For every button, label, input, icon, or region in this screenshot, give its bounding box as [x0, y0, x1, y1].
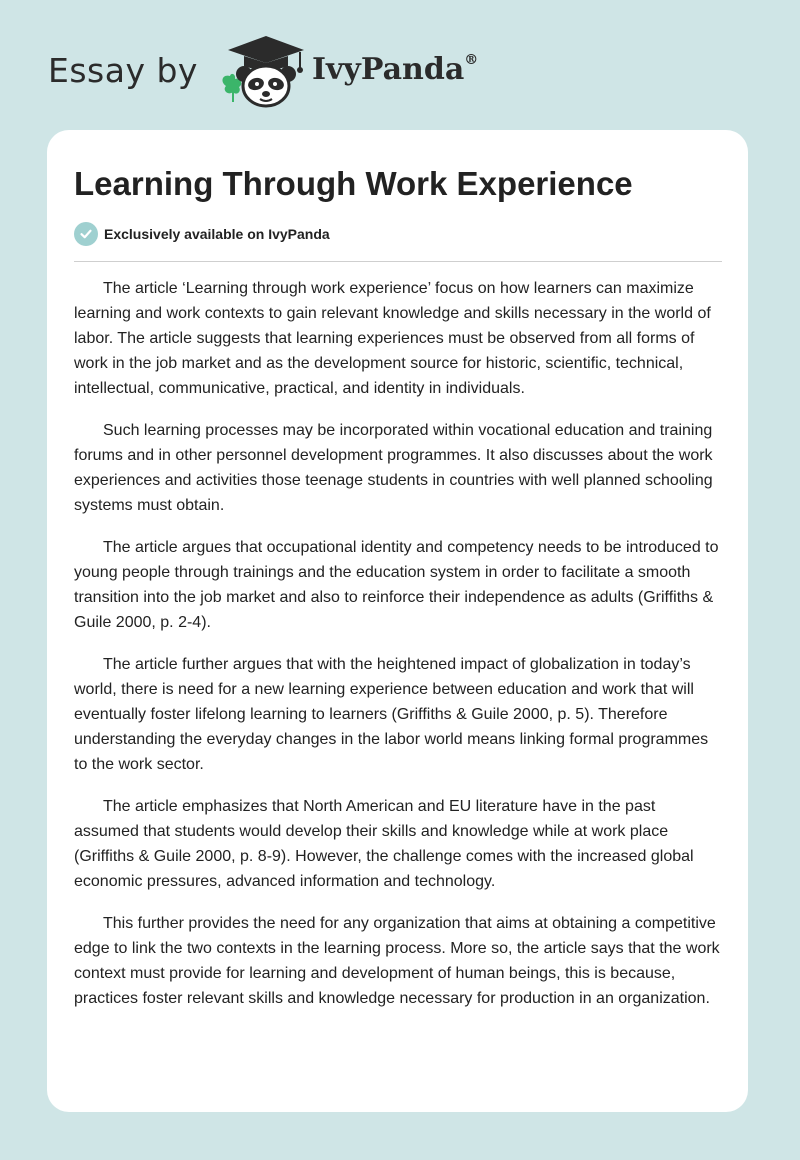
essay-body [74, 276, 724, 1028]
paragraph: Such learning processes may be incorporated within vocational education and training forums and in other personnel development programmes. It also discusses about the work experiences and activities those teenage students in countries with well planned schooling systems must obtain. [74, 422, 713, 514]
paragraph: The article ‘Learning through work experience’ focus on how learners can maximize learning and work contexts to gain relevant knowledge and skills necessary in the world of labor. The article suggests that learning experiences must be observed from all forms of work in the job market and as the development source for historic, scientific, technical, intellectual, communicative, practical, and identity in individuals. [74, 280, 711, 397]
paragraph: The article emphasizes that North American and EU literature have in the past assumed that students would develop their skills and knowledge while at work place (Griffiths & Guile 2000, p. 8-9). However, the challenge comes with the increased global economic pressures, advanced information and technology. [74, 798, 694, 890]
checkmark-icon [74, 222, 98, 246]
brand-name: IvyPanda® [311, 52, 479, 87]
exclusive-badge [74, 222, 330, 246]
site-brand[interactable] [48, 30, 478, 110]
paragraph: This further provides the need for any organization that aims at obtaining a competitive edge to link the two contexts in the learning process. More so, the article says that the work context must provide for learning and development of human beings, this is because, practices foster relevant skills and knowledge necessary for production in an organization. [74, 915, 720, 1007]
page-title: Learning Through Work Experience [74, 165, 633, 202]
brand-prefix: Essay by [48, 50, 198, 90]
registered-mark: ® [464, 52, 479, 68]
paragraph: The article argues that occupational identity and competency needs to be introduced to young people through trainings and the education system in order to facilitate a smooth transition into the job market and also to reinforce their independence as adults (Griffiths & Guile 2000, p. 2-4). [74, 539, 719, 631]
essay-card [47, 130, 748, 1112]
paragraph: The article further argues that with the heightened impact of globalization in today’s world, there is need for a new learning experience between education and work that will eventually foster lifelong learning to learners (Griffiths & Guile 2000, p. 5). Therefore understanding the everyday changes in the labor world means linking formal programmes to the work sector. [74, 656, 709, 773]
badge-text: Exclusively available on IvyPanda [104, 226, 330, 242]
divider [74, 261, 722, 262]
ivypanda-logo-icon [216, 30, 306, 110]
